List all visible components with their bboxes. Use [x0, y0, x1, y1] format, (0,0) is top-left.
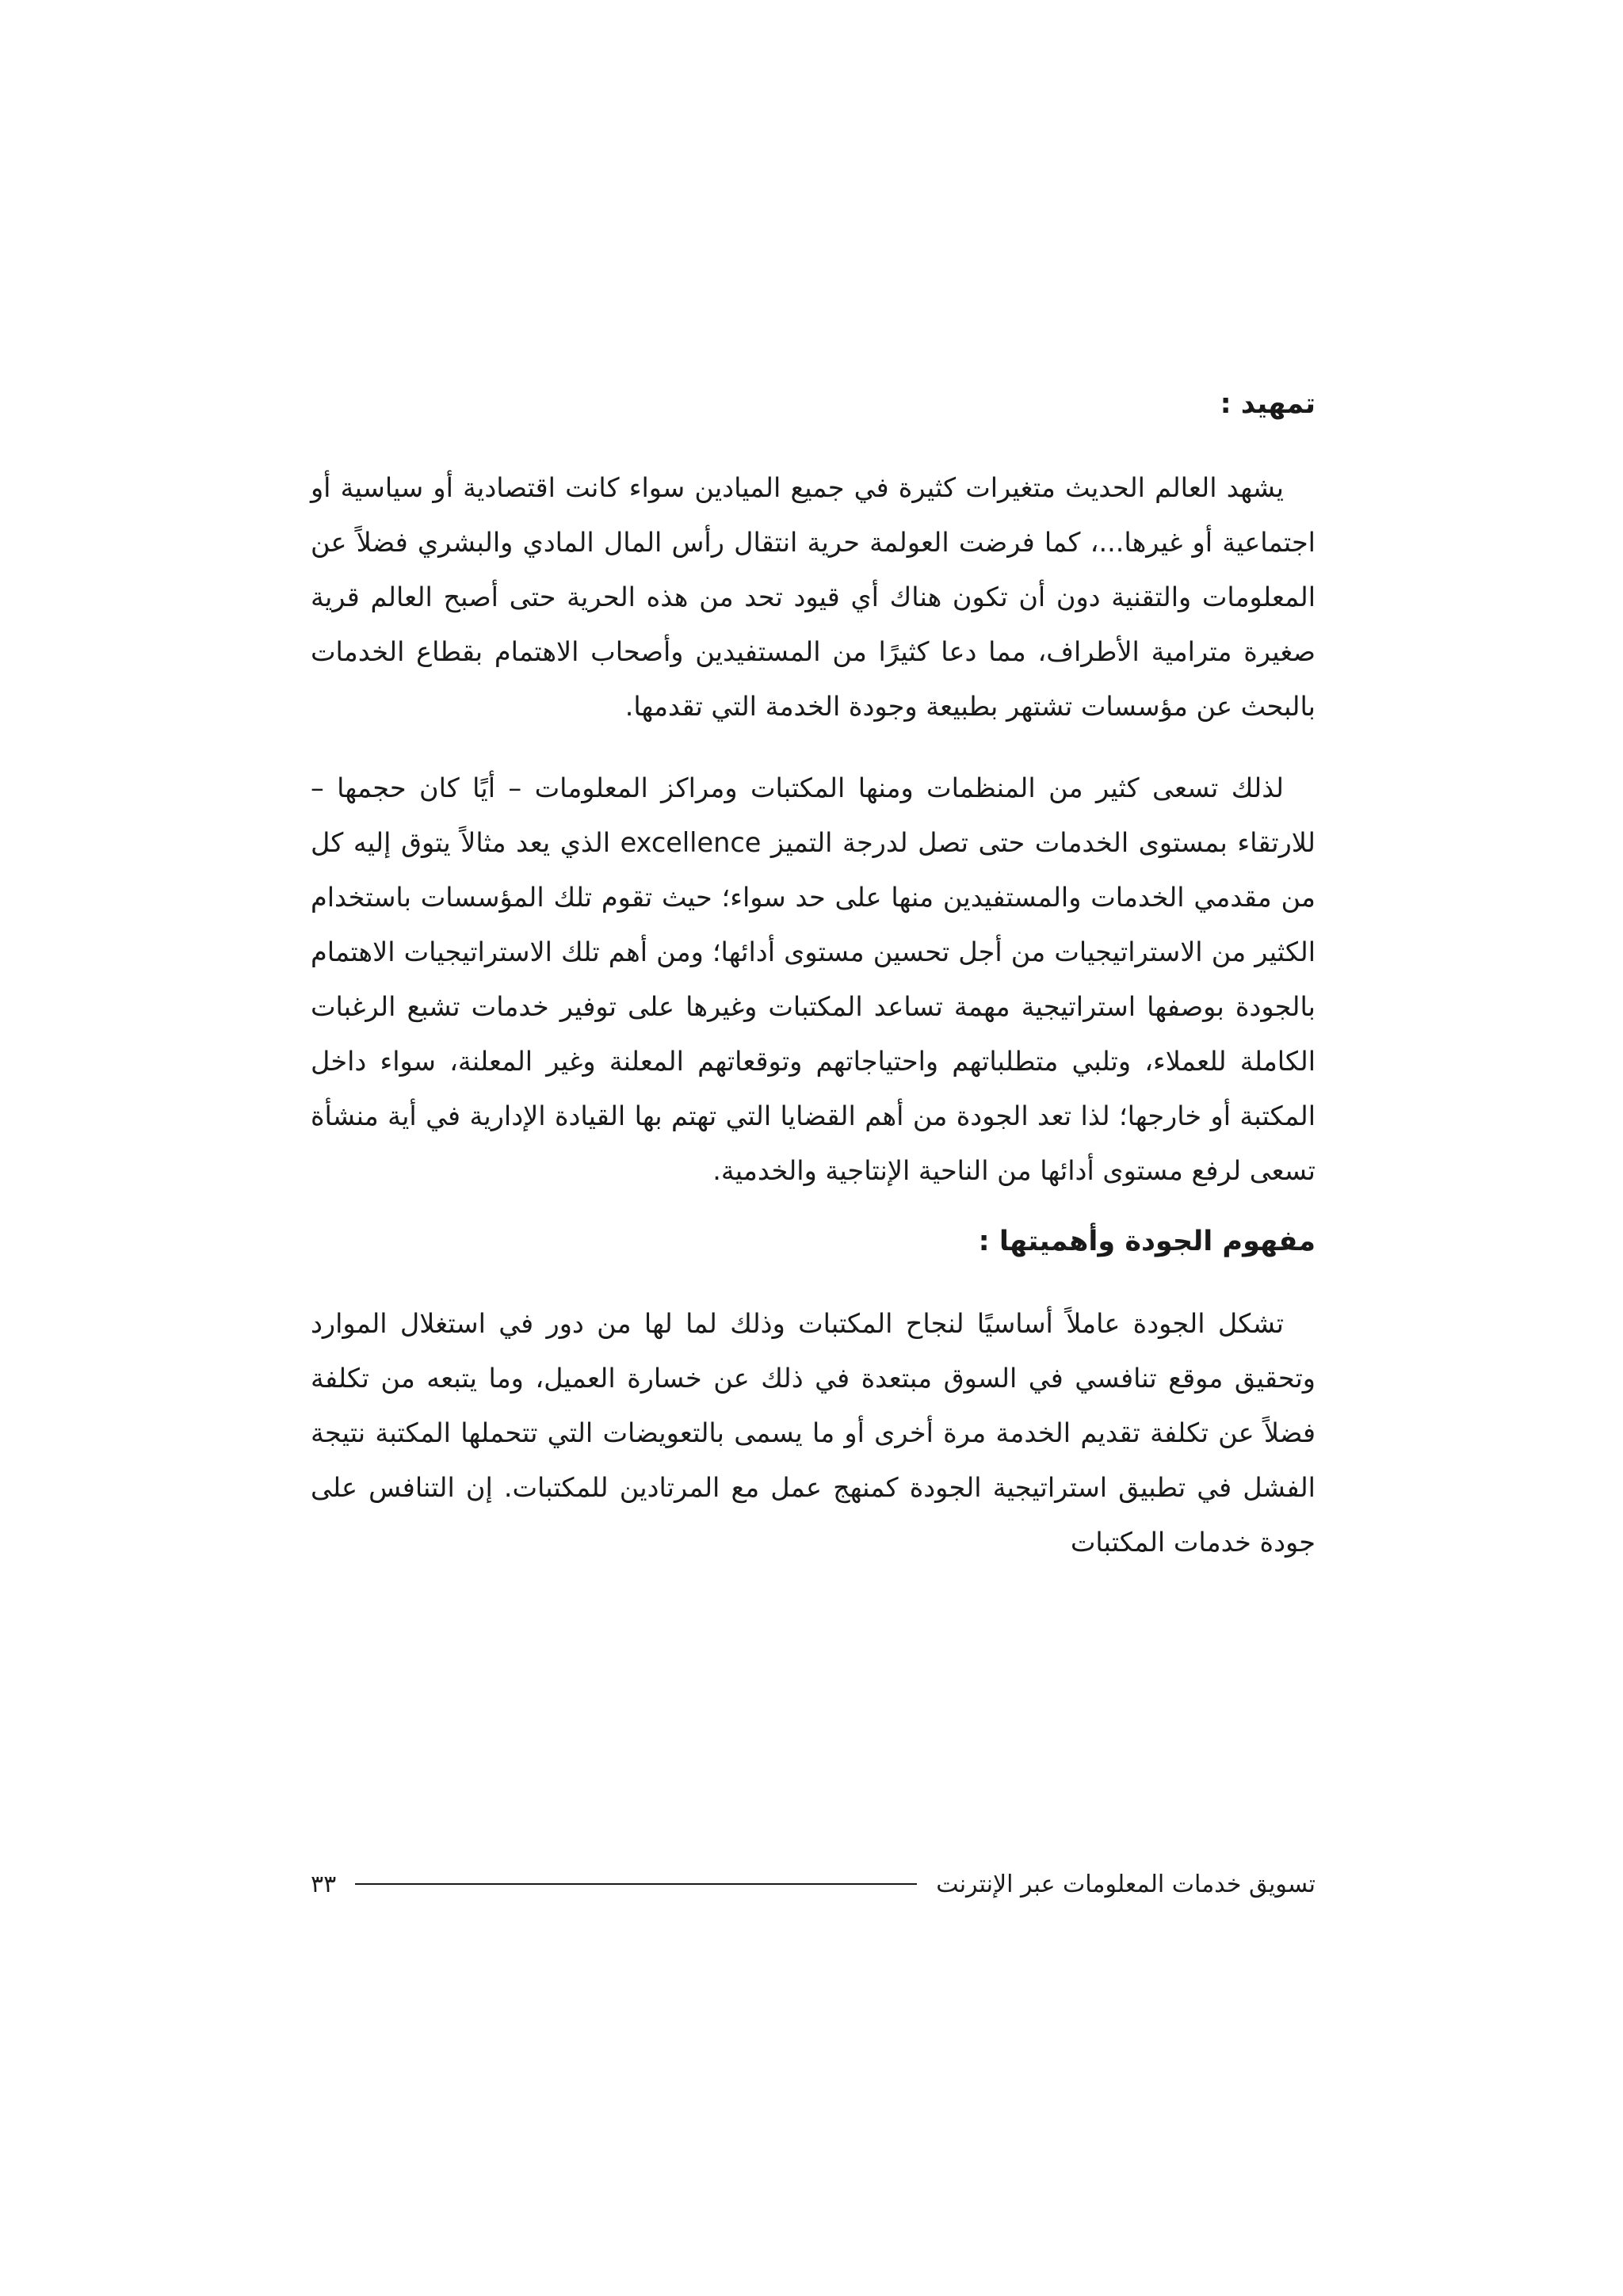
page-number: ٣٣: [311, 1870, 337, 1898]
section-heading-quality-concept: مفهوم الجودة وأهميتها :: [978, 1226, 1316, 1257]
page-body: [311, 384, 1316, 1569]
intro-paragraph-2: لذلك تسعى كثير من المنظمات ومنها المكتبات ومراكز المعلومات – أيًا كان حجمها – للارتقاء بمستوى الخدمات حتى تصل لدرجة التميز excellence الذي يعد مثالاً يتوق إليه كل من مقدمي الخدمات والمستفيدين منها على حد سواء؛ حيث تقوم تلك المؤسسات باستخدام الكثير من الاستراتيجيات من أجل تحسين مستوى أدائها؛ ومن أهم تلك الاستراتيجيات الاهتمام بالجودة بوصفها استراتيجية مهمة تساعد المكتبات وغيرها على توفير خدمات تشبع الرغبات الكاملة للعملاء، وتلبي متطلباتهم واحتياجاتهم وتوقعاتهم المعلنة وغير المعلنة، سواء داخل المكتبة أو خارجها؛ لذا تعد الجودة من أهم القضايا التي تهتم بها القيادة الإدارية في أية منشأة تسعى لرفع مستوى أدائها من الناحية الإنتاجية والخدمية.: [311, 772, 1316, 1186]
page-footer: [311, 1866, 1316, 1902]
footer-rule: [355, 1883, 917, 1885]
intro-paragraph-1: يشهد العالم الحديث متغيرات كثيرة في جميع الميادين سواء كانت اقتصادية أو سياسية أو اجتماعية أو غيرها...، كما فرضت العولمة حرية انتقال رأس المال المادي والبشري فضلاً عن المعلومات والتقنية دون أن تكون هناك أي قيود تحد من هذه الحرية حتى أصبح العالم قرية صغيرة مترامية الأطراف، مما دعا كثيرًا من المستفيدين وأصحاب الاهتمام بقطاع الخدمات بالبحث عن مؤسسات تشتهر بطبيعة وجودة الخدمة التي تقدمها.: [311, 472, 1316, 722]
section-heading-intro: تمهيد :: [1220, 388, 1316, 420]
footer-book-title: تسويق خدمات المعلومات عبر الإنترنت: [936, 1870, 1316, 1898]
quality-paragraph-1: تشكل الجودة عاملاً أساسيًا لنجاح المكتبات وذلك لما لها من دور في استغلال الموارد وتحقيق موقع تنافسي في السوق مبتعدة في ذلك عن خسارة العميل، وما يتبعه من تكلفة فضلاً عن تكلفة تقديم الخدمة مرة أخرى أو ما يسمى بالتعويضات التي تتحملها المكتبة نتيجة الفشل في تطبيق استراتيجية الجودة كمنهج عمل مع المرتادين للمكتبات. إن التنافس على جودة خدمات المكتبات: [311, 1308, 1316, 1558]
